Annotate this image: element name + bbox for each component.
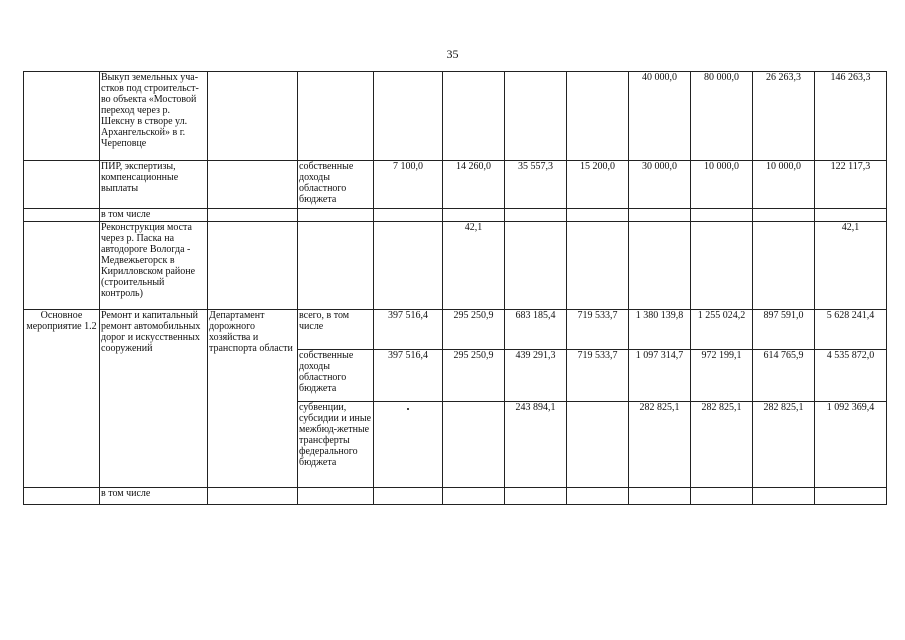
source-cell xyxy=(298,72,374,161)
value-cell: 4 535 872,0 xyxy=(815,350,887,402)
value-cell xyxy=(567,222,629,310)
value-cell: 40 000,0 xyxy=(629,72,691,161)
name-cell: Ремонт и капитальный ремонт автомобильных дорог и искусственных сооружений xyxy=(100,310,208,488)
value-cell xyxy=(374,222,443,310)
value-cell: 42,1 xyxy=(443,222,505,310)
code-cell xyxy=(24,72,100,161)
executor-cell: Департамент дорожного хозяйства и транспорта области xyxy=(208,310,298,488)
source-cell xyxy=(298,488,374,505)
name-cell: Реконструкция моста через р. Паска на автодороге Вологда - Медвежьегорск в Кирилловском районе (строительный контроль) xyxy=(100,222,208,310)
table-row xyxy=(24,72,887,161)
table-row xyxy=(24,488,887,505)
value-cell xyxy=(629,488,691,505)
source-cell: собственные доходы областного бюджета xyxy=(298,161,374,209)
value-cell: 10 000,0 xyxy=(691,161,753,209)
source-cell: субвенции, субсидии и иные межбюд-жетные трансферты федерального бюджета xyxy=(298,402,374,488)
source-cell: собственные доходы областного бюджета xyxy=(298,350,374,402)
value-cell: 897 591,0 xyxy=(753,310,815,350)
value-cell xyxy=(753,488,815,505)
value-cell: 35 557,3 xyxy=(505,161,567,209)
value-cell: 1 092 369,4 xyxy=(815,402,887,488)
value-cell xyxy=(567,72,629,161)
value-cell xyxy=(443,72,505,161)
executor-cell xyxy=(208,72,298,161)
table-row xyxy=(24,209,887,222)
value-cell xyxy=(567,488,629,505)
value-cell xyxy=(815,209,887,222)
value-cell: 7 100,0 xyxy=(374,161,443,209)
value-cell: 719 533,7 xyxy=(567,350,629,402)
scan-dot xyxy=(407,408,409,410)
value-cell: 295 250,9 xyxy=(443,310,505,350)
code-cell: Основное мероприятие 1.2 xyxy=(24,310,100,488)
value-cell xyxy=(505,72,567,161)
code-cell xyxy=(24,161,100,209)
value-cell: 683 185,4 xyxy=(505,310,567,350)
table-row xyxy=(24,222,887,310)
value-cell: 282 825,1 xyxy=(629,402,691,488)
value-cell xyxy=(505,209,567,222)
value-cell xyxy=(815,488,887,505)
table-row xyxy=(24,161,887,209)
value-cell xyxy=(629,209,691,222)
value-cell xyxy=(629,222,691,310)
value-cell xyxy=(691,222,753,310)
value-cell xyxy=(753,222,815,310)
name-cell: в том числе xyxy=(100,209,208,222)
value-cell xyxy=(374,72,443,161)
code-cell xyxy=(24,488,100,505)
code-cell xyxy=(24,209,100,222)
value-cell xyxy=(374,488,443,505)
value-cell: 15 200,0 xyxy=(567,161,629,209)
value-cell xyxy=(753,209,815,222)
value-cell xyxy=(443,209,505,222)
value-cell: 30 000,0 xyxy=(629,161,691,209)
value-cell: 80 000,0 xyxy=(691,72,753,161)
value-cell xyxy=(374,402,443,488)
value-cell xyxy=(691,209,753,222)
value-cell: 439 291,3 xyxy=(505,350,567,402)
executor-cell xyxy=(208,222,298,310)
source-cell xyxy=(298,222,374,310)
value-cell: 397 516,4 xyxy=(374,310,443,350)
name-cell: в том числе xyxy=(100,488,208,505)
budget-table xyxy=(23,71,887,505)
executor-cell xyxy=(208,488,298,505)
value-cell: 1 097 314,7 xyxy=(629,350,691,402)
value-cell xyxy=(443,402,505,488)
executor-cell xyxy=(208,209,298,222)
source-cell xyxy=(298,209,374,222)
value-cell: 719 533,7 xyxy=(567,310,629,350)
value-cell xyxy=(691,488,753,505)
name-cell: Выкуп земельных уча-стков под строительст-во объекта «Мостовой переход через р. Шексну в створе ул. Архангельской» в г. Череповце xyxy=(100,72,208,161)
value-cell: 122 117,3 xyxy=(815,161,887,209)
value-cell: 972 199,1 xyxy=(691,350,753,402)
executor-cell xyxy=(208,161,298,209)
value-cell: 243 894,1 xyxy=(505,402,567,488)
value-cell xyxy=(567,402,629,488)
value-cell: 26 263,3 xyxy=(753,72,815,161)
value-cell xyxy=(505,222,567,310)
code-cell xyxy=(24,222,100,310)
source-cell: всего, в том числе xyxy=(298,310,374,350)
value-cell: 10 000,0 xyxy=(753,161,815,209)
value-cell xyxy=(443,488,505,505)
value-cell: 146 263,3 xyxy=(815,72,887,161)
value-cell: 1 380 139,8 xyxy=(629,310,691,350)
value-cell: 14 260,0 xyxy=(443,161,505,209)
value-cell: 295 250,9 xyxy=(443,350,505,402)
value-cell xyxy=(374,209,443,222)
value-cell: 42,1 xyxy=(815,222,887,310)
value-cell xyxy=(505,488,567,505)
value-cell: 397 516,4 xyxy=(374,350,443,402)
value-cell: 614 765,9 xyxy=(753,350,815,402)
value-cell: 282 825,1 xyxy=(753,402,815,488)
value-cell xyxy=(567,209,629,222)
table-row xyxy=(24,310,887,350)
value-cell: 5 628 241,4 xyxy=(815,310,887,350)
page-number: 35 xyxy=(446,47,459,61)
value-cell: 1 255 024,2 xyxy=(691,310,753,350)
name-cell: ПИР, экспертизы, компенсационные выплаты xyxy=(100,161,208,209)
value-cell: 282 825,1 xyxy=(691,402,753,488)
